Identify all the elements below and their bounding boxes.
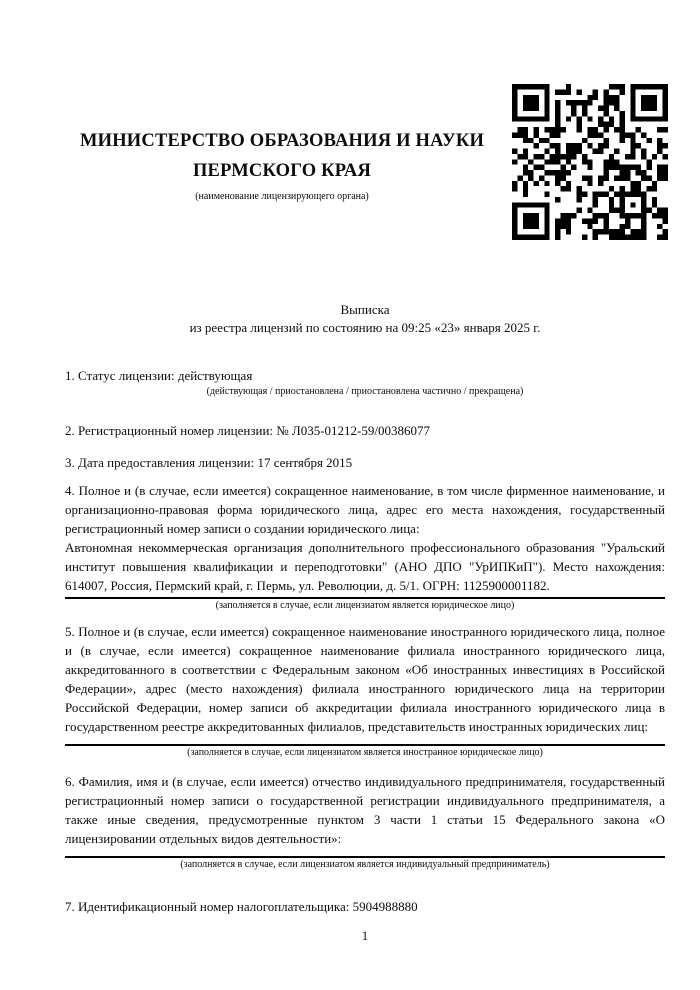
license-status-text: 1. Статус лицензии: действующая — [65, 368, 253, 383]
foreign-entity-text: 5. Полное и (в случае, если имеется) сокращенное наименование иностранного юридического лица, полное и (в случае, если имеется) сокращенное наименование филиала иностранного юридического лица, аккредитованного в соответствии с Федеральным законом «Об иностранных инвестициях в Российской Федерации», адрес (место нахождения) филиала иностранного юридического лица на территории Российской Федерации, номер записи об аккредитации филиала иностранного юридического лица в государственном реестре аккредитованных филиалов, представительств иностранных юридических лиц: — [65, 624, 665, 734]
ministry-caption: (наименование лицензирующего органа) — [195, 191, 369, 202]
license-status-item — [65, 366, 665, 398]
taxpayer-id-item — [65, 897, 665, 916]
grant-date-text: 3. Дата предоставления лицензии: 17 сентября 2015 — [65, 455, 353, 470]
licensing-authority-header — [62, 126, 502, 203]
grant-date-item — [65, 453, 665, 472]
individual-entrepreneur-item — [65, 772, 665, 871]
registration-number-text: 2. Регистрационный номер лицензии: № Л035-01212-59/00386077 — [65, 423, 431, 438]
legal-entity-value: Автономная некоммерческая организация дополнительного профессионального образования "Уральский институт повышения квалификации и переподготовки" (АНО ДПО "УрИПКиП"). Место нахождения: 614007, Россия, Пермский край, г. Пермь, ул. Революции, д. 5/1. ОГРН: 1125900001182. — [65, 540, 665, 593]
individual-entrepreneur-text: 6. Фамилия, имя и (в случае, если имеется) отчество индивидуального предпринимателя, государственный регистрационный номер записи о государственной регистрации индивидуального предпринимателя, а также иные сведения, предусмотренные пунктом 3 части 1 статьи 15 Федерального закона «О лицензировании отдельных видов деятельности»: — [65, 774, 665, 846]
taxpayer-id-text: 7. Идентификационный номер налогоплательщика: 5904988880 — [65, 899, 418, 914]
legal-entity-caption: (заполняется в случае, если лицензиатом является юридическое лицо) — [215, 600, 515, 611]
page-number: 1 — [361, 929, 369, 943]
foreign-entity-item — [65, 622, 665, 759]
ministry-name-line1: МИНИСТЕРСТВО ОБРАЗОВАНИЯ И НАУКИ — [79, 131, 485, 151]
ministry-name-line2: ПЕРМСКОГО КРАЯ — [192, 161, 372, 181]
legal-entity-item — [65, 481, 665, 612]
document-title — [65, 301, 665, 336]
document-title-line1: Выписка — [340, 302, 390, 317]
registration-number-item — [65, 421, 665, 440]
individual-entrepreneur-caption: (заполняется в случае, если лицензиатом является индивидуальный предприниматель) — [180, 859, 550, 870]
foreign-entity-caption: (заполняется в случае, если лицензиатом является иностранное юридическое лицо) — [187, 747, 543, 758]
license-status-caption: (действующая / приостановлена / приостановлена частично / прекращена) — [206, 386, 524, 397]
qr-code — [512, 84, 668, 240]
document-title-line2: из реестра лицензий по состоянию на 09:25 «23» января 2025 г. — [189, 319, 541, 335]
legal-entity-text: 4. Полное и (в случае, если имеется) сокращенное наименование, в том числе фирменное наименование, и организационно-правовая форма юридического лица, адрес его места нахождения, государственный регистрационный номер записи о создании юридического лица: — [65, 483, 665, 536]
